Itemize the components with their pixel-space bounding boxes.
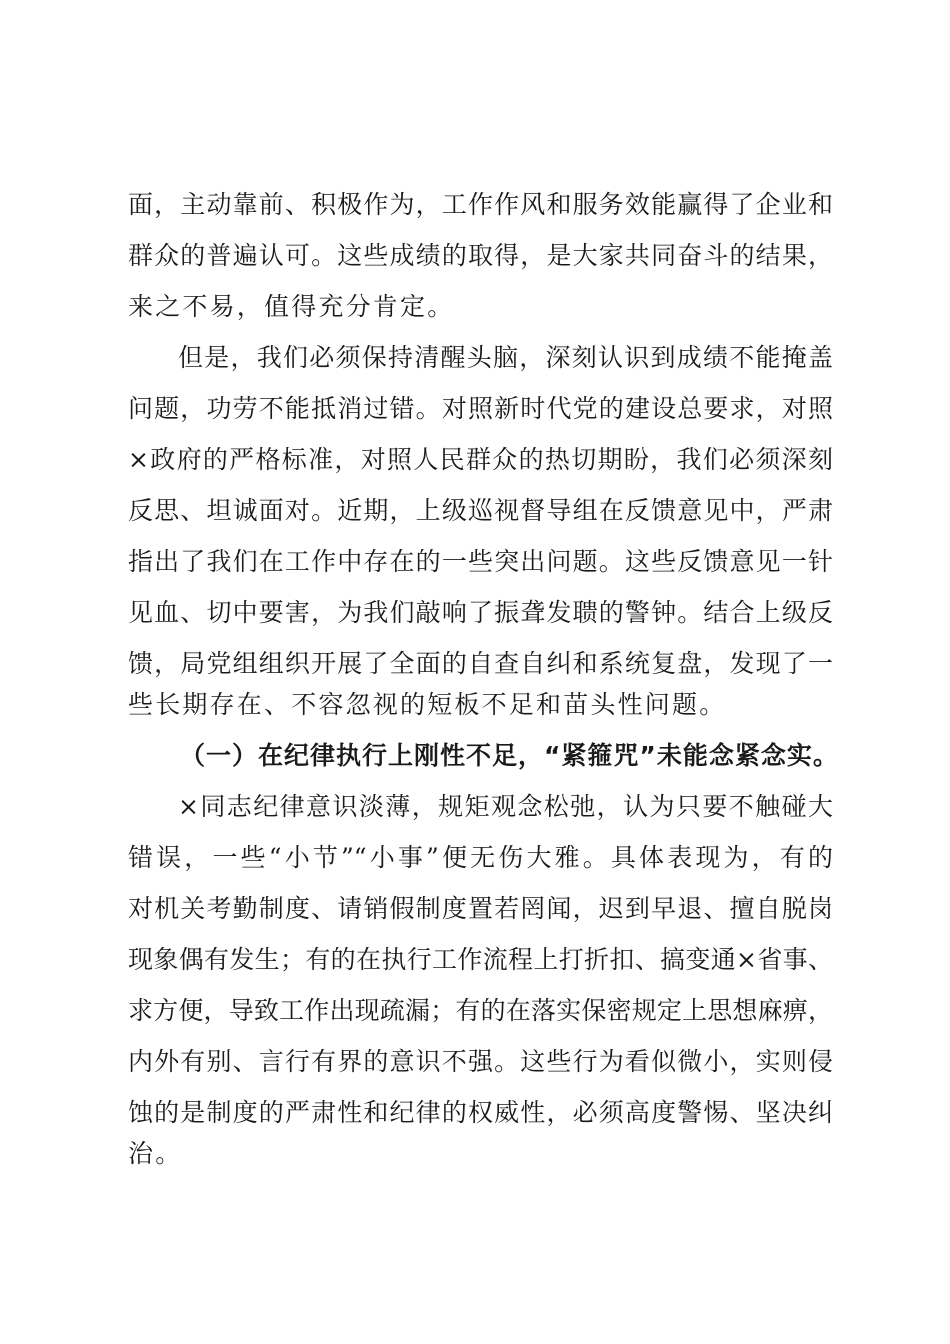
body-text-line: 来之不易，值得充分肯定。 bbox=[128, 292, 455, 321]
body-text-line: 对机关考勤制度、请销假制度置若罔闻，迟到早退、擅自脱岗 bbox=[128, 894, 833, 923]
body-text-line: 反思、坦诚面对。近期，上级巡视督导组在反馈意见中，严肃 bbox=[128, 496, 833, 525]
section-heading: （一）在纪律执行上刚性不足，“紧箍咒”未能念紧念实。 bbox=[180, 741, 839, 770]
body-text-line: 治。 bbox=[128, 1139, 183, 1168]
body-text-line: 面，主动靠前、积极作为，工作作风和服务效能赢得了企业和 bbox=[128, 190, 833, 219]
paragraph-first-line: 但是，我们必须保持清醒头脑，深刻认识到成绩不能掩盖 bbox=[178, 343, 833, 372]
body-text-line: 些长期存在、不容忽视的短板不足和苗头性问题。 bbox=[128, 690, 727, 719]
body-text-line: 错误，一些“小节”“小事”便无伤大雅。具体表现为，有的 bbox=[128, 843, 833, 872]
body-text-line: 见血、切中要害，为我们敲响了振聋发聩的警钟。结合上级反 bbox=[128, 598, 833, 627]
body-text-line: 问题，功劳不能抵消过错。对照新时代党的建设总要求，对照 bbox=[128, 394, 833, 423]
body-text-line: 指出了我们在工作中存在的一些突出问题。这些反馈意见一针 bbox=[128, 547, 833, 576]
body-text-line: 群众的普遍认可。这些成绩的取得，是大家共同奋斗的结果， bbox=[128, 241, 833, 270]
body-text-line: 求方便，导致工作出现疏漏；有的在落实保密规定上思想麻痹， bbox=[128, 996, 833, 1025]
body-text-line: ×政府的严格标准，对照人民群众的热切期盼，我们必须深刻 bbox=[128, 445, 833, 474]
body-text-line: 蚀的是制度的严肃性和纪律的权威性，必须高度警惕、坚决纠 bbox=[128, 1098, 833, 1127]
paragraph-first-line: ×同志纪律意识淡薄，规矩观念松弛，认为只要不触碰大 bbox=[178, 792, 833, 821]
body-text-line: 内外有别、言行有界的意识不强。这些行为看似微小，实则侵 bbox=[128, 1047, 833, 1076]
body-text-line: 馈，局党组组织开展了全面的自查自纠和系统复盘，发现了一 bbox=[128, 649, 833, 678]
body-text-line: 现象偶有发生；有的在执行工作流程上打折扣、搞变通×省事、 bbox=[128, 945, 833, 974]
